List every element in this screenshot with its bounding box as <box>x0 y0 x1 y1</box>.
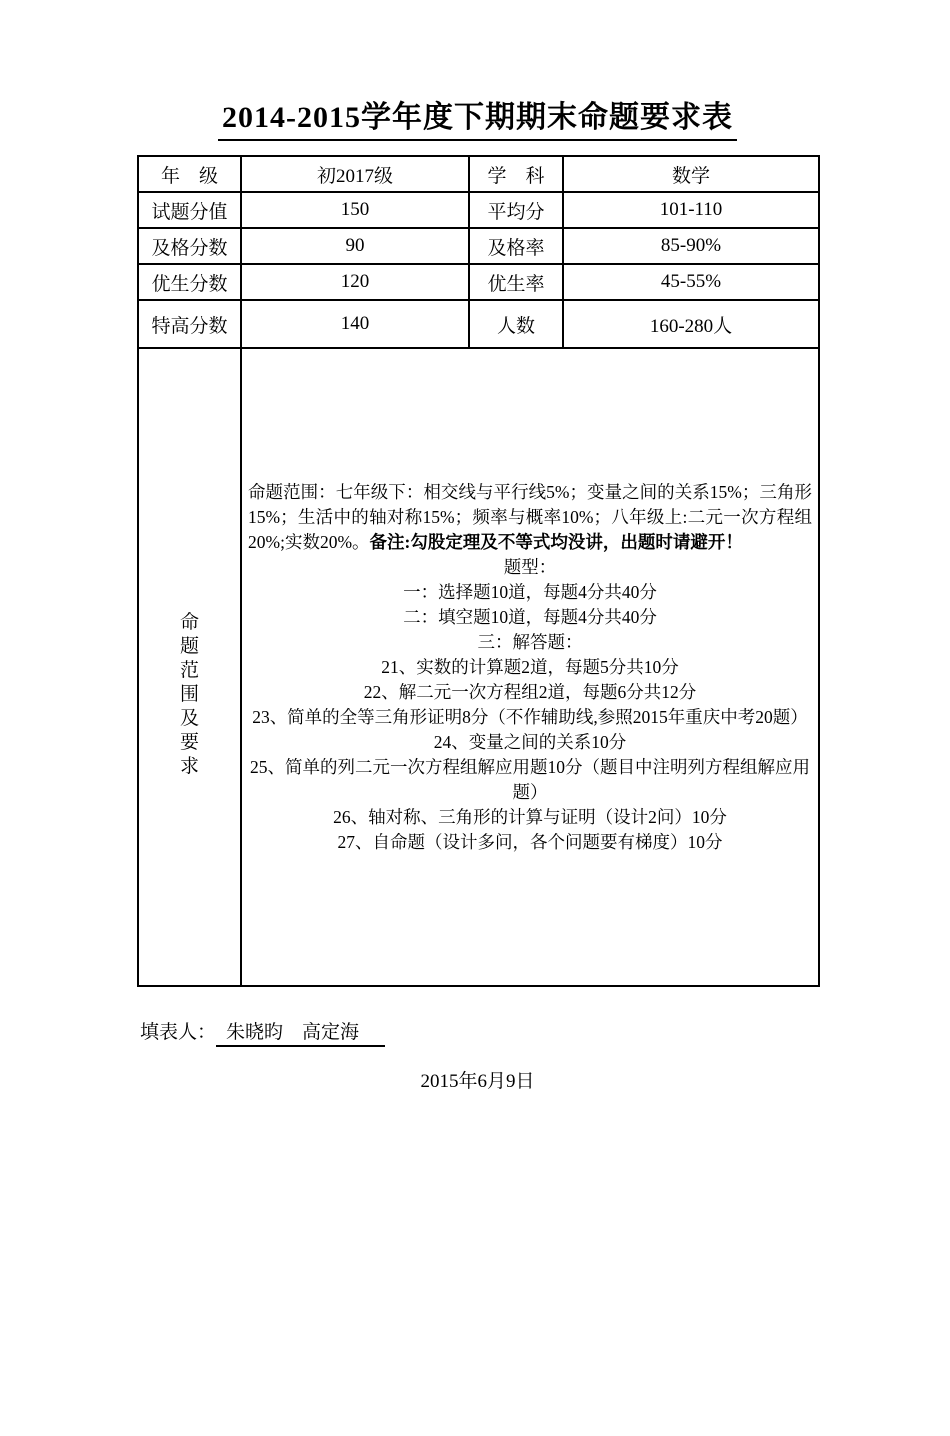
top-score-value: 140 <box>241 300 469 348</box>
pass-score-value: 90 <box>241 228 469 264</box>
title-wrap <box>137 92 818 141</box>
scope-line: 26、轴对称、三角形的计算与证明（设计2问）10分 <box>333 806 727 827</box>
headcount-value: 160-280人 <box>563 300 819 348</box>
table-row-excellent-score <box>138 264 819 300</box>
table-row-total-score <box>138 192 819 228</box>
scope-note-bold: 备注:勾股定理及不等式均没讲，出题时请避开！ <box>369 531 743 552</box>
excellent-score-value: 120 <box>241 264 469 300</box>
subject-value: 数学 <box>563 156 819 192</box>
grade-value: 初2017级 <box>241 156 469 192</box>
total-score-label: 试题分值 <box>138 192 241 228</box>
page-title: 2014-2015学年度下期期末命题要求表 <box>218 92 737 141</box>
form-filler-line <box>140 1017 950 1044</box>
document-page <box>0 92 950 1436</box>
scope-line: 三：解答题： <box>477 631 583 652</box>
pass-rate-value: 85-90% <box>563 228 819 264</box>
scope-line: 二：填空题10道，每题4分共40分 <box>403 606 657 627</box>
average-score-label: 平均分 <box>469 192 563 228</box>
table-row-scope <box>138 348 819 986</box>
subject-label: 学 科 <box>469 156 563 192</box>
excellent-score-label: 优生分数 <box>138 264 241 300</box>
scope-line: 27、自命题（设计多问，各个问题要有梯度）10分 <box>337 831 723 852</box>
table-row-pass-score <box>138 228 819 264</box>
scope-line: 22、解二元一次方程组2道，每题6分共12分 <box>363 681 697 702</box>
scope-line: 21、实数的计算题2道，每题5分共10分 <box>381 656 679 677</box>
scope-line: 25、简单的列二元一次方程组解应用题10分（题目中注明列方程组解应用题） <box>250 756 810 802</box>
scope-label-cell <box>138 348 241 986</box>
total-score-value: 150 <box>241 192 469 228</box>
scope-row-label: 命题范围及要求 <box>179 612 199 777</box>
pass-score-label: 及格分数 <box>138 228 241 264</box>
top-score-label: 特高分数 <box>138 300 241 348</box>
exam-requirements-table <box>137 155 820 987</box>
scope-line: 题型： <box>503 556 557 577</box>
scope-line: 24、变量之间的关系10分 <box>433 731 627 752</box>
table-row-top-score <box>138 300 819 348</box>
table-row-grade <box>138 156 819 192</box>
grade-label: 年 级 <box>138 156 241 192</box>
scope-line: 23、简单的全等三角形证明8分（不作辅助线,参照2015年重庆中考20题） <box>252 706 808 727</box>
headcount-label: 人数 <box>469 300 563 348</box>
form-filler-label: 填表人： <box>140 1022 217 1043</box>
form-filler-names: 朱晓昀 高定海 <box>216 1022 385 1047</box>
average-score-value: 101-110 <box>563 192 819 228</box>
pass-rate-label: 及格率 <box>469 228 563 264</box>
excellent-rate-label: 优生率 <box>469 264 563 300</box>
document-date: 2015年6月9日 <box>420 1071 535 1092</box>
scope-line: 一：选择题10道，每题4分共40分 <box>403 581 657 602</box>
excellent-rate-value: 45-55% <box>563 264 819 300</box>
scope-content-cell <box>241 348 819 986</box>
scope-intro-text: 命题范围：七年级下：相交线与平行线5%；变量之间的关系15%；三角形15%；生活中的轴对称15%；频率与概率10%；八年级上:二元一次方程组20%;实数20%。 <box>248 481 812 552</box>
scope-intro-paragraph <box>248 480 812 555</box>
